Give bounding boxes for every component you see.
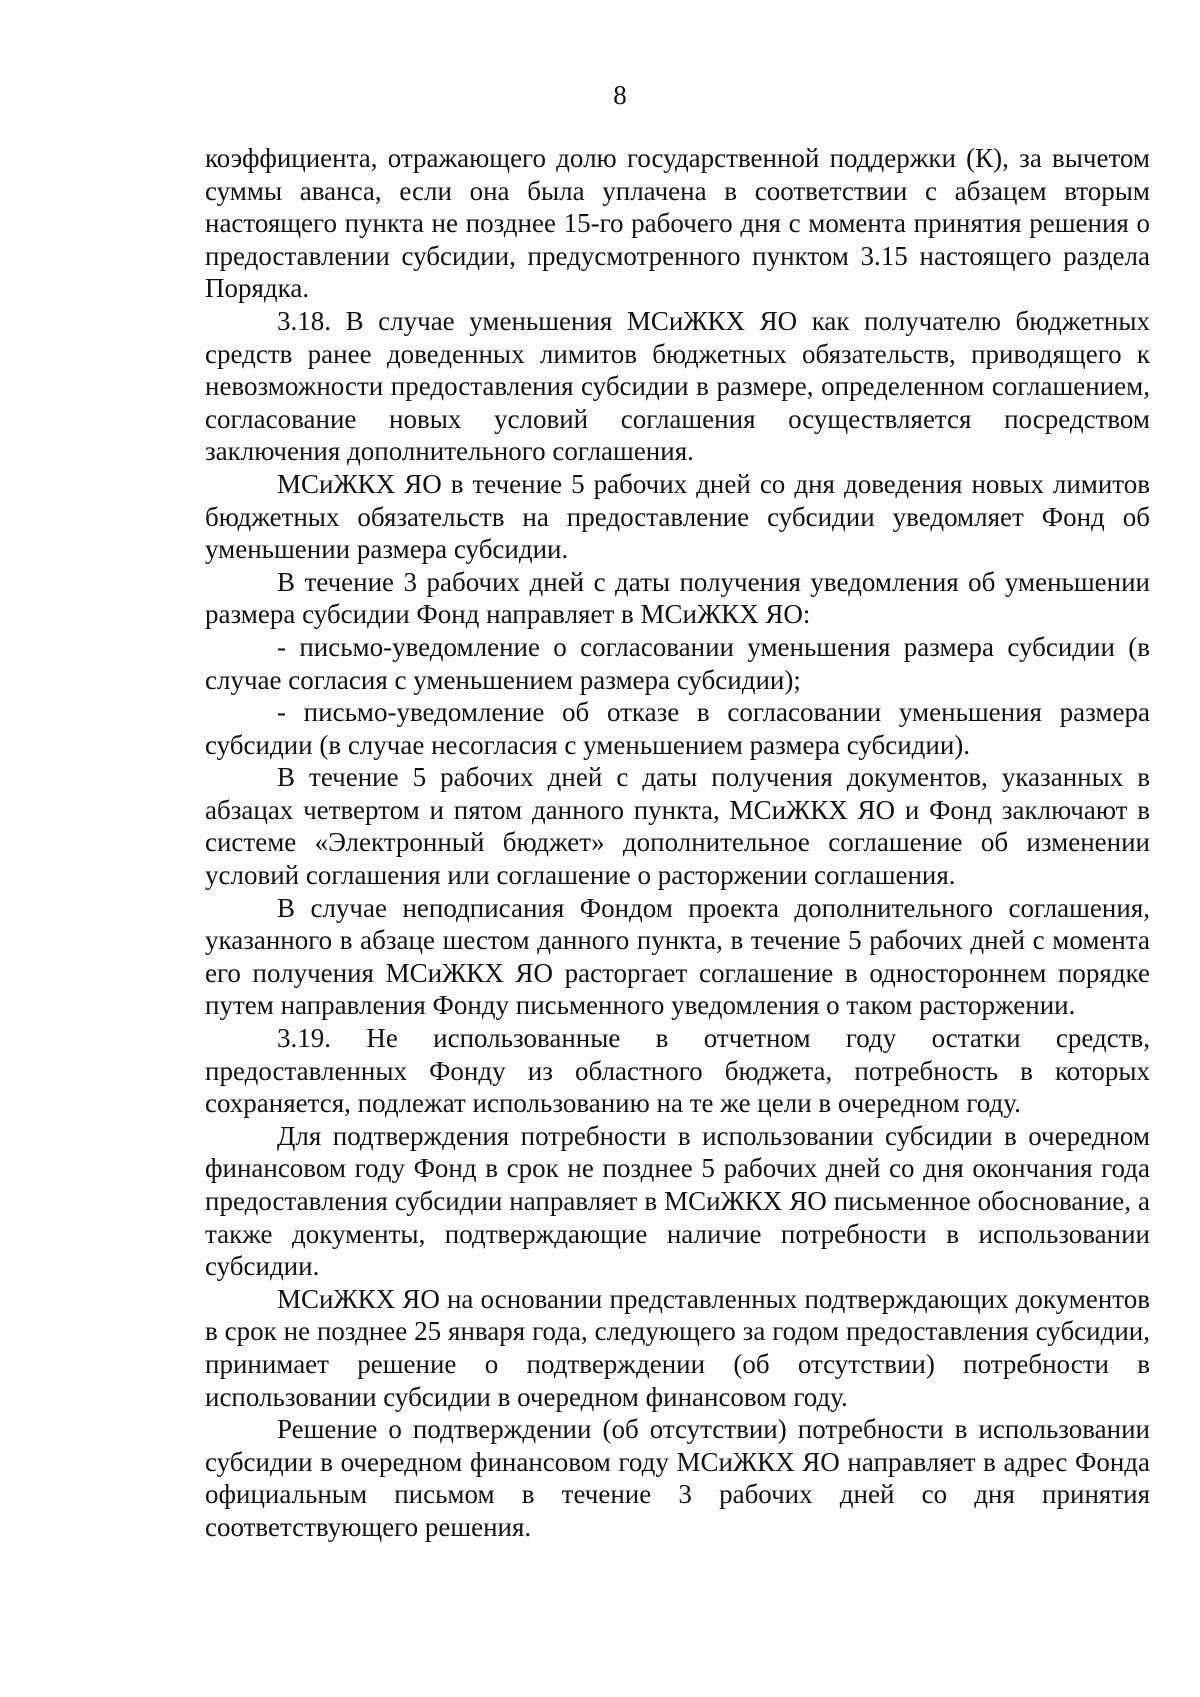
paragraph: МСиЖКХ ЯО в течение 5 рабочих дней со дня доведения новых лимитов бюджетных обязательств на предоставление субсидии уведомляет Фонд об уменьшении размера субсидии. [205,468,1150,565]
paragraph: В течение 3 рабочих дней с даты получения уведомления об уменьшении размера субсидии Фонд направляет в МСиЖКХ ЯО: [205,566,1150,630]
list-item: - письмо-уведомление о согласовании уменьшения размера субсидии (в случае согласия с уменьшением размера субсидии); [205,631,1150,695]
paragraph: В случае неподписания Фондом проекта дополнительного соглашения, указанного в абзаце шестом данного пункта, в течение 5 рабочих дней с момента его получения МСиЖКХ ЯО расторгает соглашение в одностороннем порядке путем направления Фонду письменного уведомления о таком расторжении. [205,892,1150,1021]
list-item: - письмо-уведомление об отказе в согласовании уменьшения размера субсидии (в случае несогласия с уменьшением размера субсидии). [205,697,1150,760]
paragraph-clause-3-19: 3.19. Не использованные в отчетном году остатки средств, предоставленных Фонду из областного бюджета, потребность в которых сохраняется, подлежат использованию на те же цели в очередном году. [205,1023,1150,1119]
document-body [205,142,1150,1544]
paragraph: Для подтверждения потребности в использовании субсидии в очередном финансовом году Фонд в срок не позднее 5 рабочих дней со дня окончания года предоставления субсидии направляет в МСиЖКХ ЯО письменное обоснование, а также документы, подтверждающие наличие потребности в использовании субсидии. [205,1120,1150,1282]
paragraph: Решение о подтверждении (об отсутствии) потребности в использовании субсидии в очередном финансовом году МСиЖКХ ЯО направляет в адрес Фонда официальным письмом в течение 3 рабочих дней со дня принятия соответствующего решения. [205,1414,1150,1542]
paragraph-clause-3-18: 3.18. В случае уменьшения МСиЖКХ ЯО как получателю бюджетных средств ранее доведенных лимитов бюджетных обязательств, приводящего к невозможности предоставления субсидии в размере, определенном соглашением, согласование новых условий соглашения осуществляется посредством заключения дополнительного соглашения. [205,305,1150,467]
paragraph: МСиЖКХ ЯО на основании представленных подтверждающих документов в срок не позднее 25 января года, следующего за годом предоставления субсидии, принимает решение о подтверждении (об отсутствии) потребности в использовании субсидии в очередном финансовом году. [205,1283,1150,1412]
page-number: 8 [613,80,627,110]
paragraph: В течение 5 рабочих дней с даты получения документов, указанных в абзацах четвертом и пятом данного пункта, МСиЖКХ ЯО и Фонд заключают в системе «Электронный бюджет» дополнительное соглашение об изменении условий соглашения или соглашение о расторжении соглашения. [205,762,1150,891]
paragraph-continuation: коэффициента, отражающего долю государственной поддержки (К), за вычетом суммы аванса, если она была уплачена в соответствии с абзацем вторым настоящего пункта не позднее 15-го рабочего дня с момента принятия решения о предоставлении субсидии, предусмотренного пунктом 3.15 настоящего раздела Порядка. [205,143,1150,304]
